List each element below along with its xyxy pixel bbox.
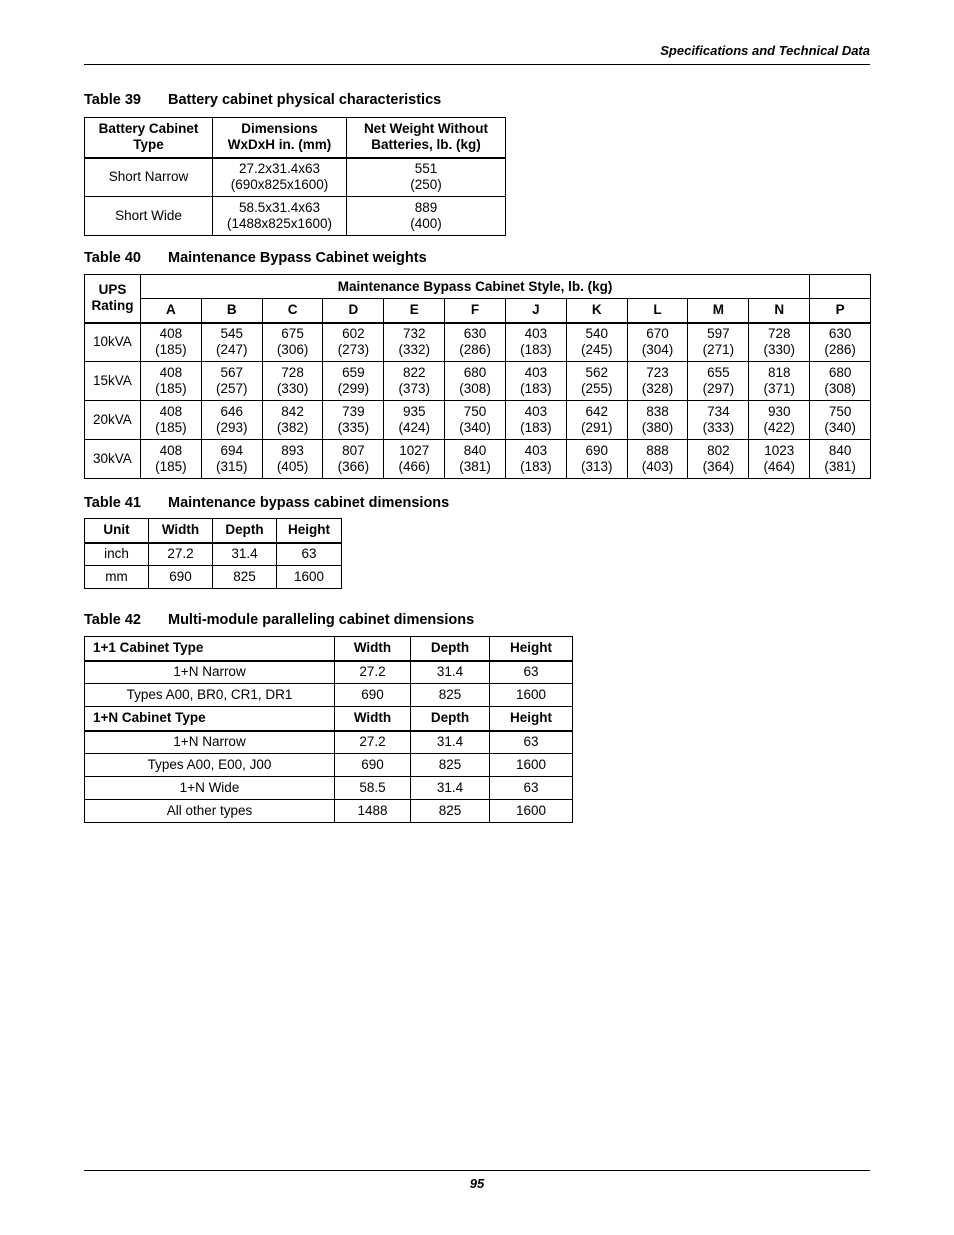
weight-cell-line2: (315) [215, 459, 248, 474]
table39-header-line: WxDxH in. (mm) [227, 137, 332, 153]
table41-header-row [85, 519, 342, 543]
weight-cell [566, 362, 627, 401]
table42-cell: 825 [411, 754, 490, 777]
weight-cell-line2: (271) [702, 342, 735, 358]
weight-cell-line2: (183) [520, 459, 552, 474]
table42-caption [84, 612, 474, 628]
table41-cell: 825 [213, 566, 277, 589]
weight-cell-line2: (405) [276, 459, 309, 474]
style-header-l: L [627, 299, 688, 323]
weight-cell [627, 323, 688, 362]
weight-cell-line1: 723 [646, 365, 669, 380]
weight-cell-line1: 732 [402, 326, 426, 342]
table42-cell: 31.4 [411, 777, 490, 800]
weight-cell-line2: (424) [398, 420, 430, 435]
table42-cell: 27.2 [335, 731, 411, 754]
table-row [85, 543, 342, 566]
weight-cell [749, 362, 810, 401]
weight-cell-line2: (255) [580, 381, 613, 396]
weight-cell-line1: 838 [646, 404, 669, 419]
table39-number: Table 39 [84, 92, 141, 108]
table-row [85, 566, 342, 589]
weight-cell-line2: (373) [398, 381, 430, 396]
table39-title: Battery cabinet physical characteristics [168, 92, 442, 108]
table-row [85, 800, 573, 823]
table41-cell: inch [85, 543, 149, 566]
weight-cell [384, 440, 445, 479]
weight-cell [445, 401, 506, 440]
weight-cell-line1: 545 [220, 326, 243, 342]
table-row [85, 731, 573, 754]
table41-header-height: Height [277, 519, 342, 543]
table42 [84, 636, 573, 823]
weight-cell-line1: 1023 [764, 443, 795, 458]
weight-cell-line2: (297) [702, 381, 735, 396]
weight-cell-line1: 408 [159, 443, 183, 458]
rating-cell: 15kVA [85, 362, 141, 401]
weight-cell-line1: 750 [828, 404, 852, 419]
style-header-c: C [262, 299, 323, 323]
weight-cell-line2: (247) [215, 342, 248, 358]
weight-cell-line1: 935 [402, 404, 426, 419]
style-header-p: P [810, 299, 871, 323]
table41-header-depth: Depth [213, 519, 277, 543]
table42-cell: 825 [411, 800, 490, 823]
weight-cell-line1: 670 [646, 326, 669, 342]
weight-cell-line2: (304) [641, 342, 674, 358]
weight-cell-line2: (291) [580, 420, 613, 435]
table42-cell: 27.2 [335, 661, 411, 684]
weight-cell-line2: (366) [337, 459, 370, 474]
weight-cell-line1: 734 [707, 404, 730, 419]
table42-header-row [85, 637, 573, 661]
weight-cell [262, 401, 323, 440]
weight-cell [323, 440, 384, 479]
table42-cell: 63 [490, 731, 573, 754]
table41-cell: 27.2 [149, 543, 213, 566]
weight-cell [141, 440, 202, 479]
weight-cell [347, 197, 506, 236]
table41-title: Maintenance bypass cabinet dimensions [168, 495, 450, 511]
weight-cell-line1: 840 [828, 443, 852, 458]
weight-cell-line2: (381) [824, 459, 856, 474]
style-header-b: B [201, 299, 262, 323]
ups-rating-header [85, 275, 141, 323]
weight-cell-line2: (422) [763, 420, 795, 435]
weight-cell-line1: 930 [767, 404, 791, 419]
weight-cell-line2: (183) [520, 420, 552, 435]
style-group-header: Maintenance Bypass Cabinet Style, lb. (kg) [141, 275, 810, 299]
table40 [84, 274, 871, 479]
weight-cell [505, 401, 566, 440]
weight-cell-line1: 889 [414, 200, 438, 215]
weight-cell [141, 401, 202, 440]
weight-cell [347, 158, 506, 197]
weight-cell-line1: 802 [707, 443, 730, 458]
weight-cell-line2: (466) [398, 459, 430, 474]
table40-header-row1 [85, 275, 871, 299]
weight-cell-line1: 642 [585, 404, 608, 419]
weight-cell [627, 362, 688, 401]
rating-cell: 30kVA [85, 440, 141, 479]
weight-cell [384, 401, 445, 440]
footer-rule [84, 1170, 870, 1171]
weight-cell-line1: 659 [342, 365, 365, 380]
weight-cell-line2: (185) [155, 459, 187, 474]
dimensions-cell [213, 158, 347, 197]
weight-cell-line1: 818 [767, 365, 791, 380]
table42-cell: 63 [490, 777, 573, 800]
weight-cell [201, 362, 262, 401]
table42-cell: 31.4 [411, 731, 490, 754]
weight-cell-line1: 690 [585, 443, 608, 458]
weight-cell-line1: 680 [463, 365, 487, 380]
table40-header-row2 [85, 299, 871, 323]
page-number: 95 [469, 1176, 485, 1191]
weight-cell-line1: 1027 [399, 443, 430, 458]
table-row [85, 197, 506, 236]
weight-cell [627, 440, 688, 479]
weight-cell-line2: (245) [580, 342, 613, 358]
weight-cell [810, 362, 871, 401]
table-row [85, 158, 506, 197]
weight-cell [323, 362, 384, 401]
cabinet-type-cell: 1+N Narrow [85, 731, 335, 754]
table39-header-line: Batteries, lb. (kg) [371, 137, 481, 153]
weight-cell-line2: (273) [337, 342, 370, 358]
weight-cell-line1: 655 [707, 365, 730, 380]
weight-cell [445, 440, 506, 479]
weight-cell-line1: 750 [463, 404, 487, 419]
style-header-k: K [566, 299, 627, 323]
table42-cell: 31.4 [411, 661, 490, 684]
weight-cell-line2: (330) [276, 381, 309, 396]
table42-cell: 63 [490, 661, 573, 684]
style-header-n: N [749, 299, 810, 323]
table-row [85, 684, 573, 707]
weight-cell-line2: (380) [641, 420, 674, 435]
weight-cell-line2: (382) [276, 420, 309, 435]
dimensions-cell [213, 197, 347, 236]
table41-header-width: Width [149, 519, 213, 543]
weight-cell [201, 401, 262, 440]
weight-cell [323, 323, 384, 362]
table41-cell: 1600 [277, 566, 342, 589]
table-row [85, 401, 871, 440]
weight-cell-line2: (464) [763, 459, 795, 474]
weight-cell [810, 323, 871, 362]
weight-cell-line1: 540 [585, 326, 608, 342]
table42-cell: 1600 [490, 800, 573, 823]
weight-cell [505, 323, 566, 362]
header-rule [84, 64, 870, 65]
table39-header-weight [347, 118, 506, 158]
weight-cell [627, 401, 688, 440]
weight-cell-line2: (308) [459, 381, 491, 396]
cabinet-type-cell: Short Narrow [85, 158, 213, 197]
weight-cell-line1: 408 [159, 326, 183, 342]
table42-cell: 690 [335, 684, 411, 707]
weight-cell-line2: (250) [410, 177, 442, 193]
weight-cell-line2: (257) [215, 381, 248, 396]
weight-cell [141, 323, 202, 362]
weight-cell [688, 323, 749, 362]
table41-number: Table 41 [84, 495, 141, 511]
weight-cell-line1: 694 [220, 443, 243, 458]
weight-cell-line2: (333) [702, 420, 735, 435]
weight-cell-line1: 551 [414, 161, 438, 177]
section-title: Specifications and Technical Data [660, 43, 870, 58]
weight-cell-line2: (332) [398, 342, 430, 358]
weight-cell [749, 323, 810, 362]
ups-rating-header-line: UPS [98, 282, 127, 298]
weight-cell-line1: 888 [646, 443, 669, 458]
table39-header-line: Dimensions [241, 121, 318, 137]
weight-cell-line2: (293) [215, 420, 248, 435]
weight-cell-line1: 567 [220, 365, 243, 380]
dimensions-cell-line1: 58.5x31.4x63 [238, 200, 321, 215]
weight-cell [323, 401, 384, 440]
table-row [85, 661, 573, 684]
table41-header-unit: Unit [85, 519, 149, 543]
weight-cell-line2: (340) [459, 420, 491, 435]
weight-cell-line1: 893 [281, 443, 304, 458]
weight-cell-line1: 562 [585, 365, 608, 380]
weight-cell-line2: (403) [641, 459, 674, 474]
weight-cell-line1: 403 [524, 365, 548, 380]
weight-cell [262, 323, 323, 362]
weight-cell [141, 362, 202, 401]
weight-cell-line1: 630 [828, 326, 852, 342]
cabinet-type-cell: Types A00, BR0, CR1, DR1 [85, 684, 335, 707]
table-row [85, 754, 573, 777]
table42-cell: 1488 [335, 800, 411, 823]
style-header-d: D [323, 299, 384, 323]
cabinet-type-cell: Short Wide [85, 197, 213, 236]
table42-header-row [85, 707, 573, 731]
table40-caption [84, 250, 427, 266]
weight-cell [201, 323, 262, 362]
weight-cell-line2: (306) [276, 342, 309, 358]
weight-cell-line1: 630 [463, 326, 487, 342]
weight-cell-line2: (330) [763, 342, 795, 358]
table41-caption [84, 495, 449, 511]
cabinet-type-cell: All other types [85, 800, 335, 823]
table42-header-height: Height [490, 707, 573, 731]
table39-header-line: Net Weight Without [363, 121, 489, 137]
table41-cell: 690 [149, 566, 213, 589]
weight-cell-line1: 403 [524, 326, 548, 342]
weight-cell-line2: (335) [337, 420, 370, 435]
weight-cell-line2: (340) [824, 420, 856, 435]
ups-rating-header-line: Rating [91, 298, 134, 314]
weight-cell [566, 401, 627, 440]
weight-cell [445, 323, 506, 362]
weight-cell-line1: 408 [159, 365, 183, 380]
cabinet-type-cell: Types A00, E00, J00 [85, 754, 335, 777]
weight-cell-line1: 728 [281, 365, 304, 380]
table42-header-depth: Depth [411, 637, 490, 661]
cabinet-type-header: 1+1 Cabinet Type [85, 637, 335, 661]
weight-cell [384, 323, 445, 362]
cabinet-type-header: 1+N Cabinet Type [85, 707, 335, 731]
weight-cell-line2: (185) [155, 342, 187, 358]
weight-cell-line2: (183) [520, 381, 552, 396]
table42-cell: 1600 [490, 684, 573, 707]
table42-cell: 690 [335, 754, 411, 777]
weight-cell-line2: (286) [459, 342, 491, 358]
weight-cell-line2: (308) [824, 381, 856, 396]
weight-cell [749, 440, 810, 479]
weight-cell-line2: (286) [824, 342, 856, 358]
cabinet-type-cell: 1+N Narrow [85, 661, 335, 684]
style-header-e: E [384, 299, 445, 323]
table39-header-dim [213, 118, 347, 158]
table39 [84, 117, 506, 236]
table42-title: Multi-module paralleling cabinet dimensions [168, 612, 475, 628]
style-header-a: A [141, 299, 202, 323]
table39-header-type [85, 118, 213, 158]
weight-cell-line1: 807 [342, 443, 365, 458]
dimensions-cell-line2: (1488x825x1600) [226, 216, 333, 231]
weight-cell-line2: (313) [580, 459, 613, 474]
weight-cell-line1: 675 [281, 326, 304, 342]
table42-cell: 825 [411, 684, 490, 707]
style-group-header-empty [810, 275, 871, 299]
rating-cell: 20kVA [85, 401, 141, 440]
table42-cell: 58.5 [335, 777, 411, 800]
table41 [84, 518, 342, 589]
dimensions-cell-line1: 27.2x31.4x63 [238, 161, 321, 177]
weight-cell [262, 440, 323, 479]
table39-header-line: Battery Cabinet [98, 121, 199, 137]
weight-cell-line2: (328) [641, 381, 674, 396]
weight-cell-line2: (299) [337, 381, 370, 396]
table39-caption [84, 92, 441, 108]
weight-cell [566, 440, 627, 479]
table42-header-width: Width [335, 707, 411, 731]
weight-cell-line2: (371) [763, 381, 795, 396]
weight-cell-line2: (400) [410, 216, 442, 231]
weight-cell-line1: 822 [402, 365, 426, 380]
weight-cell-line1: 840 [463, 443, 487, 458]
weight-cell [566, 323, 627, 362]
dimensions-cell-line2: (690x825x1600) [230, 177, 329, 193]
table40-title: Maintenance Bypass Cabinet weights [168, 250, 427, 266]
weight-cell-line1: 728 [767, 326, 791, 342]
weight-cell [262, 362, 323, 401]
weight-cell-line2: (185) [155, 420, 187, 435]
weight-cell [505, 362, 566, 401]
table40-number: Table 40 [84, 250, 141, 266]
weight-cell [688, 401, 749, 440]
weight-cell [688, 440, 749, 479]
table-row [85, 777, 573, 800]
table41-cell: 63 [277, 543, 342, 566]
weight-cell [688, 362, 749, 401]
weight-cell-line2: (185) [155, 381, 187, 396]
weight-cell-line1: 403 [524, 443, 548, 458]
weight-cell-line1: 739 [342, 404, 365, 419]
rating-cell: 10kVA [85, 323, 141, 362]
table-row [85, 323, 871, 362]
weight-cell-line1: 597 [707, 326, 730, 342]
table-row [85, 440, 871, 479]
weight-cell [749, 401, 810, 440]
table42-header-depth: Depth [411, 707, 490, 731]
weight-cell [384, 362, 445, 401]
weight-cell-line1: 680 [828, 365, 852, 380]
weight-cell-line2: (381) [459, 459, 491, 474]
table42-cell: 1600 [490, 754, 573, 777]
style-header-m: M [688, 299, 749, 323]
weight-cell [810, 401, 871, 440]
weight-cell [445, 362, 506, 401]
table42-number: Table 42 [84, 612, 141, 628]
weight-cell [505, 440, 566, 479]
cabinet-type-cell: 1+N Wide [85, 777, 335, 800]
table39-header-line: Type [133, 137, 164, 153]
weight-cell-line1: 408 [159, 404, 183, 419]
weight-cell [201, 440, 262, 479]
weight-cell-line1: 842 [281, 404, 304, 419]
weight-cell-line2: (364) [702, 459, 735, 474]
style-header-j: J [505, 299, 566, 323]
style-header-f: F [445, 299, 506, 323]
table41-cell: 31.4 [213, 543, 277, 566]
table-row [85, 362, 871, 401]
weight-cell-line2: (183) [520, 342, 552, 358]
table42-header-height: Height [490, 637, 573, 661]
weight-cell-line1: 602 [342, 326, 365, 342]
weight-cell-line1: 646 [220, 404, 243, 419]
table41-cell: mm [85, 566, 149, 589]
weight-cell [810, 440, 871, 479]
table42-header-width: Width [335, 637, 411, 661]
weight-cell-line1: 403 [524, 404, 548, 419]
